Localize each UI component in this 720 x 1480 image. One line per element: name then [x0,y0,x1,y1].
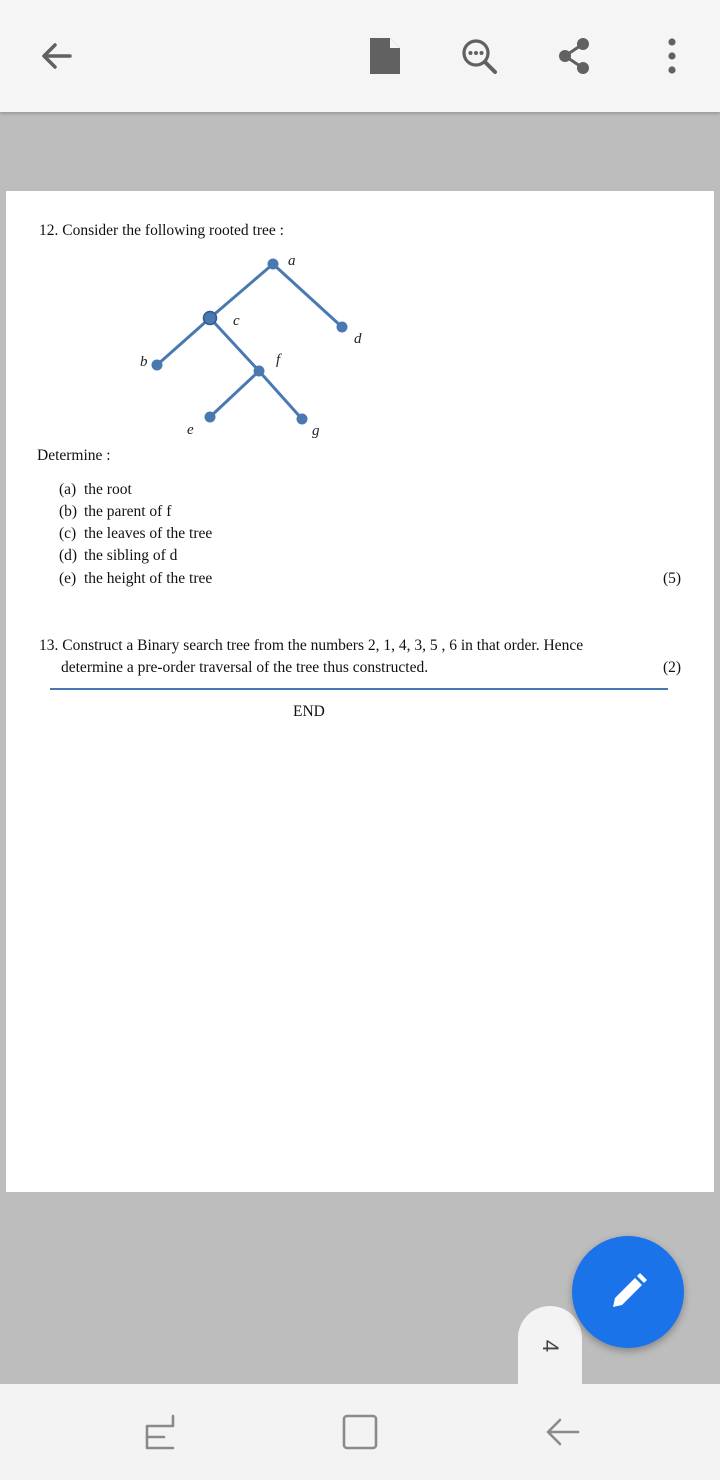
recent-apps-button[interactable] [136,1408,184,1456]
end-text: END [293,703,325,720]
q13-marks: (2) [663,659,682,676]
end-divider [50,688,668,690]
node-e [205,412,216,423]
search-document-icon [459,36,499,76]
label-e: e [187,422,194,438]
item-d-text: the sibling of d [84,547,178,564]
document-page [6,191,714,1192]
page-indicator[interactable] [518,1306,582,1386]
label-a: a [288,253,296,269]
more-vert-icon [666,36,678,76]
back-button[interactable] [28,28,84,84]
question-13-line1: 13. Construct a Binary search tree from the numbers 2, 1, 4, 3, 5 , 6 in that order. Hence [39,637,584,654]
item-b-label: (b) [59,503,78,520]
item-c-text: the leaves of the tree [84,525,213,542]
label-d: d [354,331,362,347]
rooted-tree-diagram [6,191,714,451]
share-icon [554,36,594,76]
document-icon [369,37,401,75]
pencil-icon [604,1268,652,1316]
node-b [152,360,163,371]
edge-f-e [210,371,259,417]
item-c-label: (c) [59,525,77,542]
edit-fab[interactable] [572,1236,684,1348]
document-button[interactable] [357,28,413,84]
q12-marks: (5) [663,570,682,587]
page-number: 4 [538,1339,563,1353]
question-13-line2: determine a pre-order traversal of the tree thus constructed. [61,659,429,676]
item-a-label: (a) [59,481,77,498]
top-toolbar [0,0,720,112]
node-d [337,322,348,333]
label-c: c [233,313,240,329]
search-document-button[interactable] [451,28,507,84]
item-d-label: (d) [59,547,78,564]
item-e-label: (e) [59,570,77,587]
item-b-text: the parent of f [84,503,172,520]
node-c [204,312,217,325]
home-button[interactable] [336,1408,384,1456]
item-e-text: the height of the tree [84,570,213,587]
item-a-text: the root [84,481,132,498]
node-g [297,414,308,425]
node-f [254,366,265,377]
determine-label: Determine : [37,447,111,464]
share-button[interactable] [546,28,602,84]
system-back-button[interactable] [538,1408,586,1456]
label-f: f [276,352,281,368]
question-12-title: 12. Consider the following rooted tree : [39,222,284,239]
edge-f-g [259,371,302,419]
edge-c-b [157,318,210,365]
back-arrow-icon [36,36,76,76]
recent-apps-icon [142,1412,178,1452]
edge-a-c [210,264,273,318]
node-a [268,259,279,270]
label-b: b [140,354,148,370]
back-icon [542,1412,582,1452]
more-options-button[interactable] [644,28,700,84]
system-navbar [0,1384,720,1480]
home-icon [340,1412,380,1452]
label-g: g [312,423,320,439]
edge-a-d [273,264,342,327]
